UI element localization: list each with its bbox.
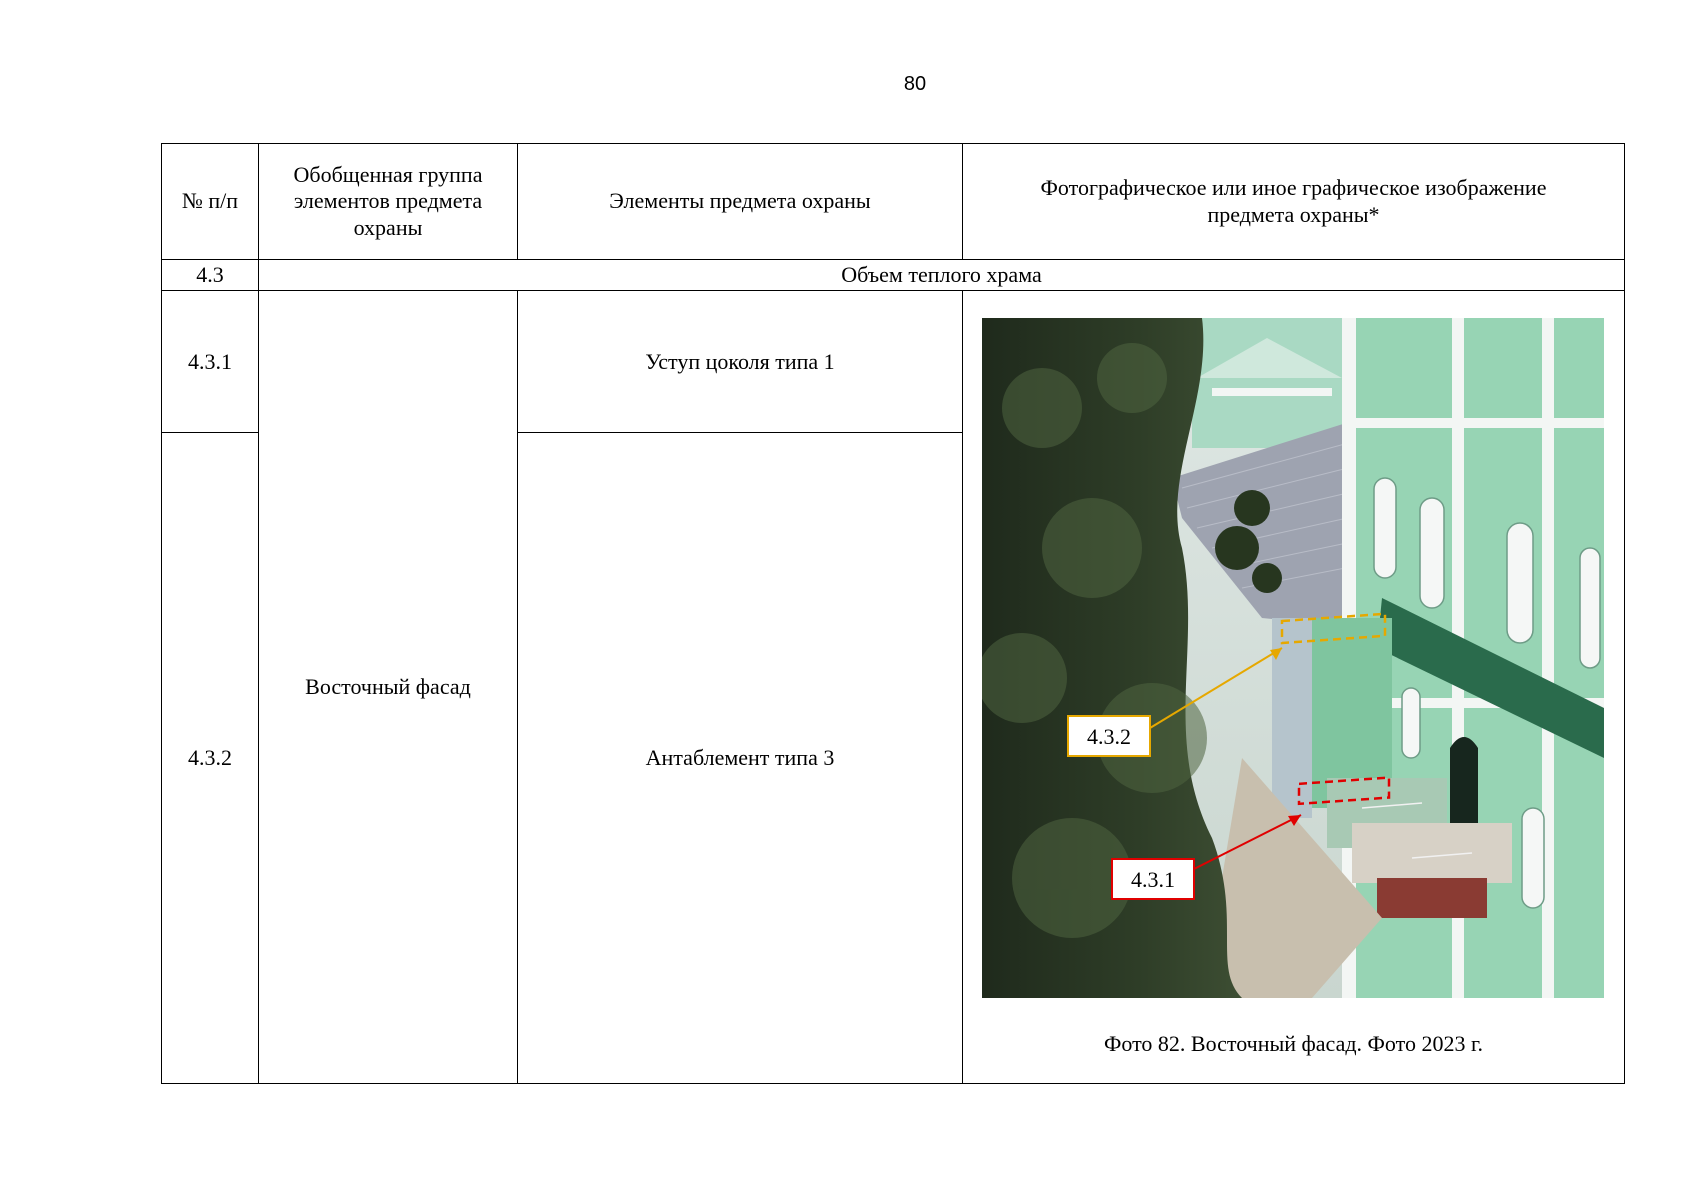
header-elements: Элементы предмета охраны: [518, 144, 963, 260]
facade-photo: [982, 318, 1604, 998]
page-number: 80: [903, 73, 927, 95]
photo-cell: [963, 291, 1625, 1084]
protection-table: [161, 143, 1625, 1084]
header-row: [162, 144, 1625, 260]
header-group: Обобщенная группа элементов предмета охраны: [259, 144, 518, 260]
photo-caption: Фото 82. Восточный фасад. Фото 2023 г.: [1103, 1031, 1484, 1057]
row-element: Уступ цоколя типа 1: [518, 291, 963, 433]
table-row: [162, 291, 1625, 433]
section-title: Объем теплого храма: [259, 260, 1625, 291]
header-image: Фотографическое или иное графическое изображение предмета охраны*: [963, 144, 1625, 260]
section-num: 4.3: [162, 260, 259, 291]
section-row: [162, 260, 1625, 291]
row-num: 4.3.1: [162, 291, 259, 433]
callout-label-432: 4.3.2: [1087, 724, 1131, 750]
group-label: Восточный фасад: [259, 291, 518, 1084]
callout-label-431: 4.3.1: [1131, 867, 1175, 893]
row-element: Антаблемент типа 3: [518, 433, 963, 1084]
row-num: 4.3.2: [162, 433, 259, 1084]
header-num: № п/п: [162, 144, 259, 260]
